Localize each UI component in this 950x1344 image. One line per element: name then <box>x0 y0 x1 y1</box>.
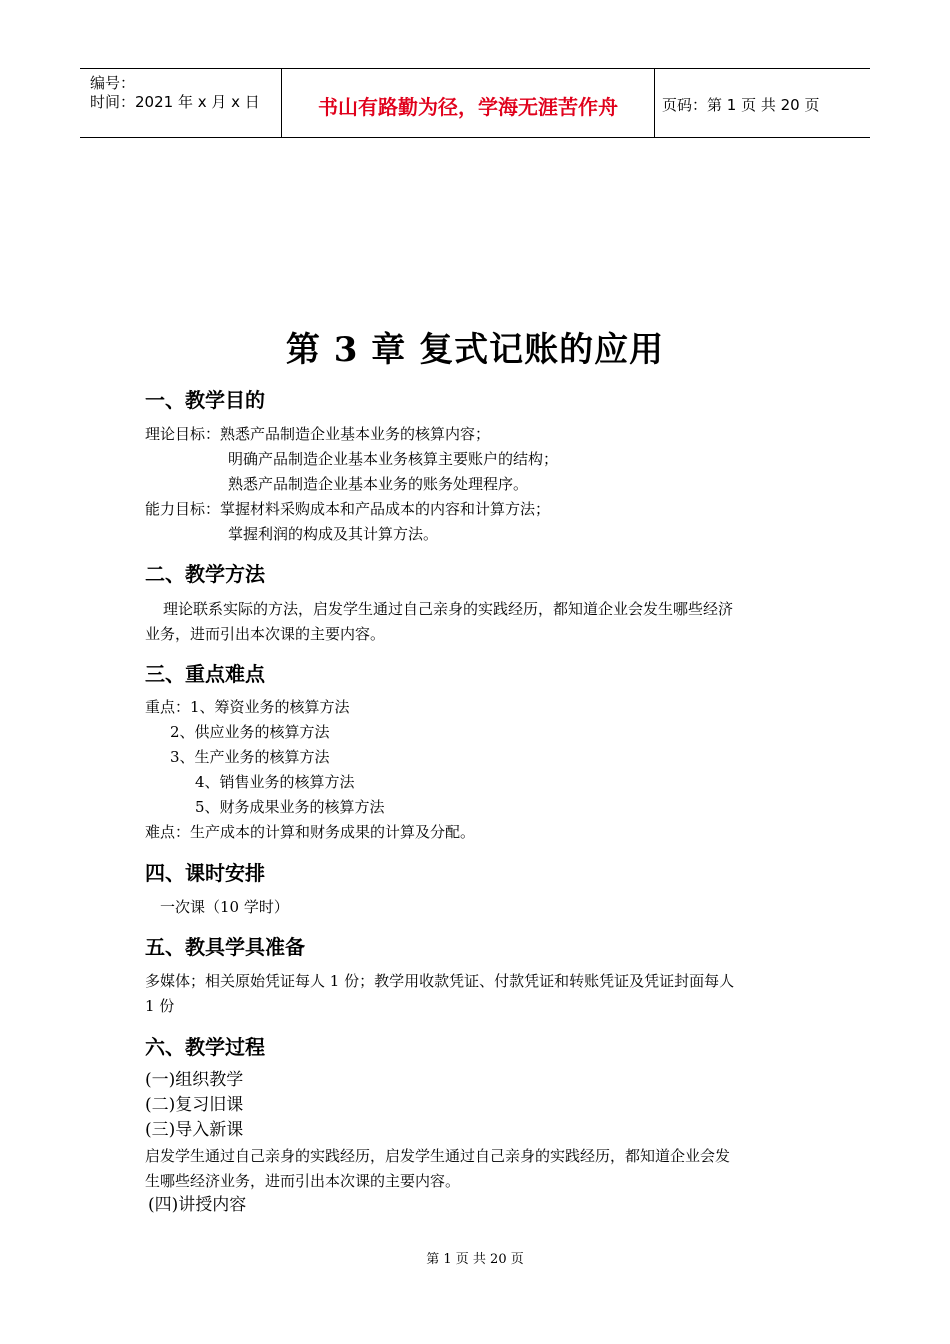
section-heading-key-points: 三、重点难点 <box>145 662 265 686</box>
page-footer: 第 1 页 共 20 页 <box>426 1252 524 1267</box>
paragraph-line: 多媒体；相关原始凭证每人 1 份；教学用收款凭证、付款凭证和转账凭证及凭证封面每人 <box>145 972 735 990</box>
section-heading-materials: 五、教具学具准备 <box>145 935 305 959</box>
document-header <box>80 68 870 138</box>
paragraph-line: 一次课（10 学时） <box>160 898 289 916</box>
list-item: 5、财务成果业务的核算方法 <box>195 798 385 816</box>
motto-text: 书山有路勤为径，学海无涯苦作舟 <box>318 95 618 119</box>
list-item: (四)讲授内容 <box>148 1195 247 1215</box>
page-info: 页码：第 1 页 共 20 页 <box>662 96 820 114</box>
paragraph-line: 生哪些经济业务，进而引出本次课的主要内容。 <box>145 1172 461 1190</box>
section-heading-process: 六、教学过程 <box>145 1035 265 1059</box>
list-item: (三)导入新课 <box>145 1120 244 1140</box>
list-item: (一)组织教学 <box>145 1070 244 1090</box>
chapter-title: 第 3 章 复式记账的应用 <box>285 330 665 370</box>
section-heading-schedule: 四、课时安排 <box>145 861 265 885</box>
list-item: 明确产品制造企业基本业务核算主要账户的结构； <box>228 450 559 468</box>
list-item: (二)复习旧课 <box>145 1095 244 1115</box>
list-item: 能力目标：掌握材料采购成本和产品成本的内容和计算方法； <box>145 500 551 518</box>
paragraph-line: 业务，进而引出本次课的主要内容。 <box>145 625 386 643</box>
header-meta-cell <box>80 69 280 137</box>
list-item: 掌握利润的构成及其计算方法。 <box>228 525 439 543</box>
paragraph-line: 启发学生通过自己亲身的实践经历，启发学生通过自己亲身的实践经历，都知道企业会发 <box>145 1147 731 1165</box>
list-item: 3、生产业务的核算方法 <box>170 748 330 766</box>
paragraph-line: 1 份 <box>145 997 175 1015</box>
list-item: 4、销售业务的核算方法 <box>195 773 355 791</box>
paragraph-line: 理论联系实际的方法，启发学生通过自己亲身的实践经历，都知道企业会发生哪些经济 <box>163 600 734 618</box>
list-item: 熟悉产品制造企业基本业务的账务处理程序。 <box>228 475 529 493</box>
header-motto-cell <box>281 69 655 137</box>
number-label: 编号： <box>90 74 136 92</box>
list-item: 2、供应业务的核算方法 <box>170 723 330 741</box>
header-page-cell <box>654 69 870 137</box>
section-heading-method: 二、教学方法 <box>145 562 265 586</box>
time-label: 时间：2021 年 x 月 x 日 <box>90 93 260 111</box>
list-item: 难点：生产成本的计算和财务成果的计算及分配。 <box>145 823 476 841</box>
list-item: 重点：1、筹资业务的核算方法 <box>145 698 350 716</box>
section-heading-purpose: 一、教学目的 <box>145 388 265 412</box>
list-item: 理论目标：熟悉产品制造企业基本业务的核算内容； <box>145 425 491 443</box>
